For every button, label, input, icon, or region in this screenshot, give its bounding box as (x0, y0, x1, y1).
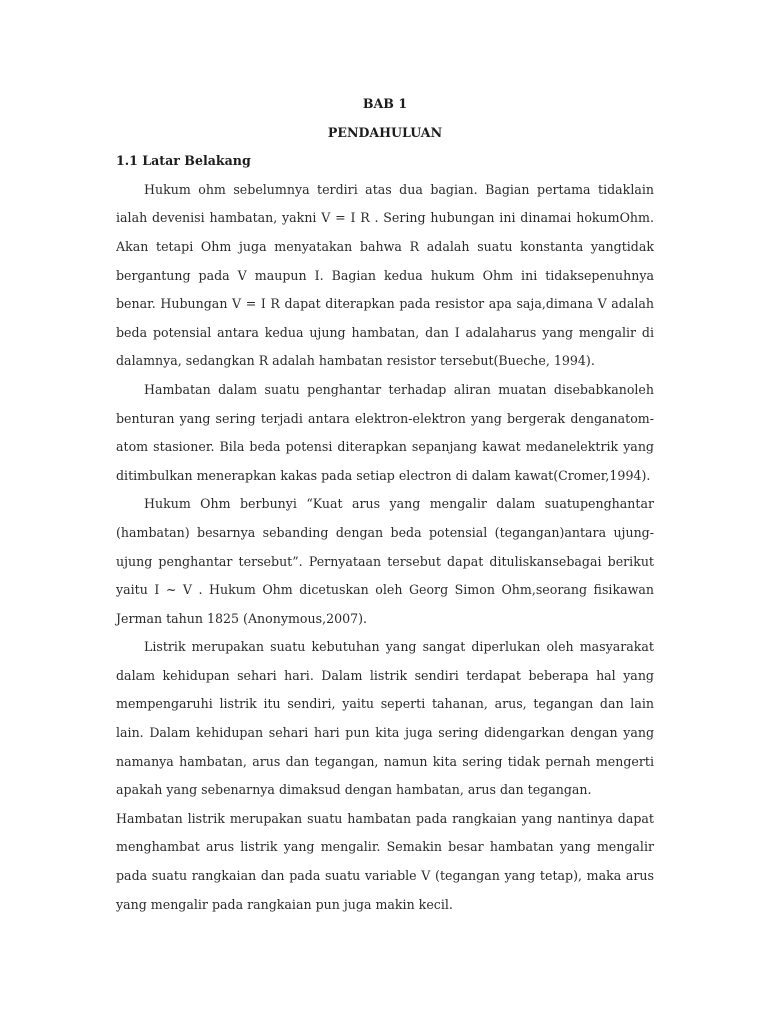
paragraph-bunyi-hukum-ohm: Hukum Ohm berbunyi “Kuat arus yang mengalir dalam suatupenghantar (hambatan) besarnya sebanding dengan beda potensial (tegangan)antara ujung-ujung penghantar tersebut”. Pernyataan tersebut dapat dituliskansebagai berikut yaitu I ~ V . Hukum Ohm dicetuskan oleh Georg Simon Ohm,seorang fisikawan Jerman tahun 1825 (Anonymous,2007). (116, 496, 654, 626)
chapter-title: PENDAHULUAN (327, 124, 443, 140)
paragraph-hambatan-penghantar: Hambatan dalam suatu penghantar terhadap aliran muatan disebabkanoleh benturan yang sering terjadi antara elektron-elektron yang bergerak denganatom-atom stasioner. Bila beda potensi diterapkan sepanjang kawat medanelektrik yang ditimbulkan menerapkan kakas pada setiap electron di dalam kawat(Cromer,1994). (116, 381, 654, 483)
document-page (116, 90, 654, 919)
section-title: 1.1 Latar Belakang (116, 153, 251, 169)
paragraph-hambatan-listrik: Hambatan listrik merupakan suatu hambatan pada rangkaian yang nantinya dapat menghambat arus listrik yang mengalir. Semakin besar hambatan yang mengalir pada suatu rangkaian dan pada suatu variable V (tegangan yang tetap), maka arus yang mengalir pada rangkaian pun juga makin kecil. (116, 810, 654, 912)
paragraph-listrik-kebutuhan: Listrik merupakan suatu kebutuhan yang sangat diperlukan oleh masyarakat dalam kehidupan sehari hari. Dalam listrik sendiri terdapat beberapa hal yang mempengaruhi listrik itu sendiri, yaitu seperti tahanan, arus, tegangan dan lain lain. Dalam kehidupan sehari hari pun kita juga sering didengarkan dengan yang namanya hambatan, arus dan tegangan, namun kita sering tidak pernah mengerti apakah yang sebenarnya dimaksud dengan hambatan, arus dan tegangan. (116, 639, 654, 798)
chapter-heading: BAB 1 (362, 96, 408, 111)
paragraph-hukum-ohm: Hukum ohm sebelumnya terdiri atas dua bagian. Bagian pertama tidaklain ialah devenisi hambatan, yakni V = I R . Sering hubungan ini dinamai hokumOhm. Akan tetapi Ohm juga menyatakan bahwa R adalah suatu konstanta yangtidak bergantung pada V maupun I. Bagian kedua hukum Ohm ini tidaksepenuhnya benar. Hubungan V = I R dapat diterapkan pada resistor apa saja,dimana V adalah beda potensial antara kedua ujung hambatan, dan I adalaharus yang mengalir di dalamnya, sedangkan R adalah hambatan resistor tersebut(Bueche, 1994). (116, 181, 654, 369)
